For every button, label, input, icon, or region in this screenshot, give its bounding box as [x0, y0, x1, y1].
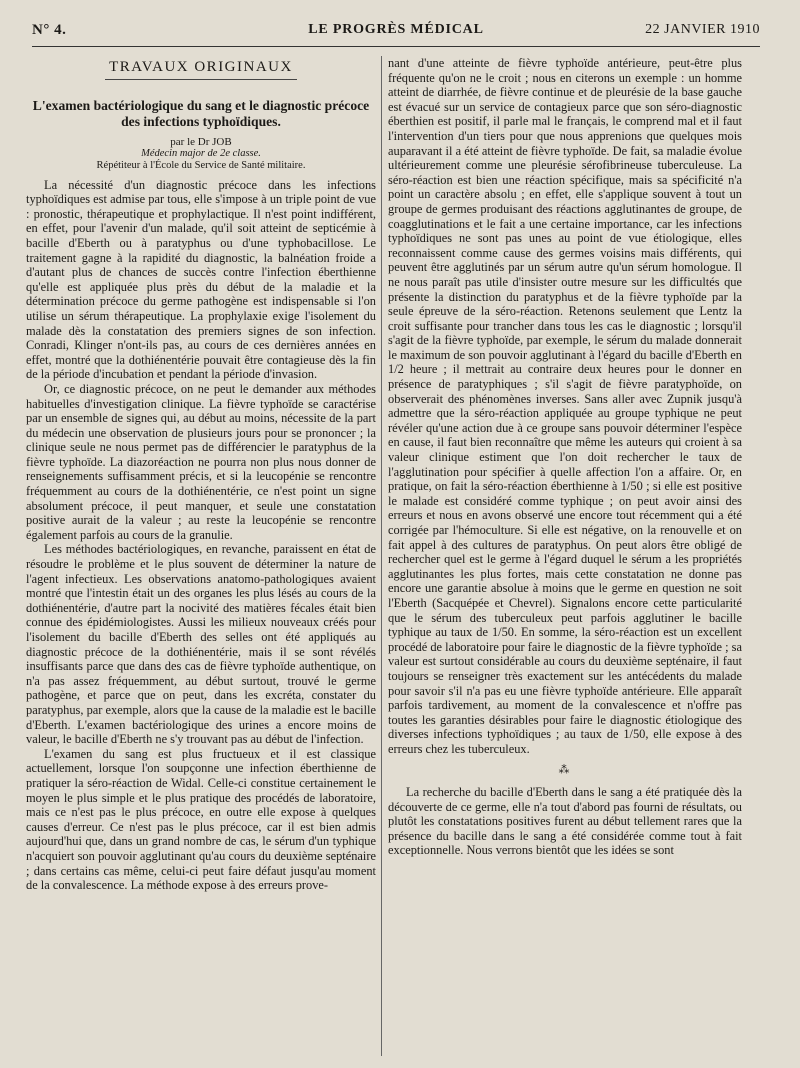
column-divider [381, 56, 382, 1056]
left-column [26, 56, 376, 1060]
paragraph: L'examen du sang est plus fructueux et il est classique actuellement, lorsque l'on soupçonne une infection éberthienne de pratiquer la séro-réaction de Widal. Celle-ci constitue certainement le moyen le plus simple et le plus pratique des procédés de laboratoire, mais ce n'est pas le plus précoce, en outre elle expose à quelques causes d'erreur. Ce n'est pas le plus précoce, car il est bien admis aujourd'hui que, dans un grand nombre de cas, le sérum d'un typhique n'acquiert son pouvoir agglutinant qu'au cours du deuxième septénaire ; dans certains cas même, celui-ci peut faire défaut jusqu'au moment de la convalescence. La méthode expose à des erreurs prove- [26, 746, 376, 893]
section-separator: ⁂ [558, 763, 572, 776]
paragraph: La nécessité d'un diagnostic précoce dans les infections typhoïdiques est admise par tous, elle s'impose à un triple point de vue : pronostic, thérapeutique et prophylactique. Il n'est point indifférent, en effet, pour l'avenir d'un malade, qu'il soit atteint de septicémie à bacille d'Eberth ou à paratyphus ou d'une typhobacillose. Le traitement gagne à la rapidité du diagnostic, la balnéation froide a d'autant plus de chances de succès contre l'infection éberthienne qu'elle est appliquée plus près du début de la maladie et la détermination précoce du germe pathogène est indispensable si l'on utilise un sérum thérapeutique. La prophylaxie exige l'isolement du malade dès la constatation des premiers signes de son infection. Conradi, Klinger n'ont-ils pas, au cours de ces dernières années en effet, montré que la dothiénentérie pouvait être contagieuse dès la fin de la période d'incubation et pendant la période d'invasion. [26, 177, 376, 382]
journal-title: LE PROGRÈS MÉDICAL [308, 22, 484, 37]
paragraph: La recherche du bacille d'Eberth dans le sang a été pratiquée dès la découverte de ce germe, elle n'a tout d'abord pas fourni de résultats, ou plutôt les constatations positives furent au début tellement rares que la présence du bacille dans le sang a été considérée comme tout à fait exceptionnelle. Nous verrons bientôt que les idées se sont [388, 785, 742, 858]
issue-date: 22 JANVIER 1910 [645, 22, 760, 37]
author-rank: Médecin major de 2e classe. [141, 147, 261, 159]
paragraph: Or, ce diagnostic précoce, on ne peut le demander aux méthodes habituelles d'investigation clinique. La fièvre typhoïde se caractérise par un ensemble de signes qui, au début au moins, nécessite de la part du médecin une observation de plusieurs jours pour se prononcer ; la clinique seule ne nous permet pas de différencier le paratyphus de la fièvre typhoïde. La diazoréaction ne pourra non plus nous donner de renseignements suffisamment précis, et si la leucopénie se rencontre fréquemment au cours de la dothiénentérie, ce n'est point un signe absolument précoce, il peut manquer, et seule une constatation positive aurait de la valeur ; au reste la leucopénie se rencontre également parfois au cours de la granulie. [26, 381, 376, 542]
page-header [32, 20, 760, 47]
issue-number: N° 4. [32, 22, 67, 38]
article-author: par le Dr JOB [170, 135, 232, 148]
section-heading: TRAVAUX ORIGINAUX [26, 60, 376, 94]
paragraph: Les méthodes bactériologiques, en revanche, paraissent en état de résoudre le problème et le plus souvent de déterminer la nature de l'agent infectieux. Les observations anatomo-pathologiques avaient montré que l'intestin était un des organes les plus lésés au cours de la dothiénentérie, d'autre part la nocivité des matières fécales était bien connue des épidémiologistes. Aussi les milieux nouveaux créés pour l'isolement du bacille d'Eberth des selles ont été appliqués au diagnostic précoce de la dothiénentérie, mais il se sont révélés insuffisants parce que dans des cas de fièvre typhoïde authentique, on n'a pas assez fréquemment, au début surtout, trouvé le germe pathogène, et parce que on peut, dans les excréta, constater du paratyphus, par exemple, alors que la cause de la maladie est le bacille d'Eberth. L'examen bactériologique des urines a encore moins de valeur, le bacille d'Eberth ne s'y trouvant pas au début de l'infection. [26, 542, 376, 747]
author-affiliation: Répétiteur à l'École du Service de Santé militaire. [96, 159, 306, 171]
article-title: L'examen bactériologique du sang et le diagnostic précoce des infections typhoïdiques. [32, 97, 370, 129]
right-column [388, 56, 742, 1060]
paragraph: nant d'une atteinte de fièvre typhoïde antérieure, peut-être plus fréquente qu'on ne le croit ; nous en citerons un exemple : un homme atteint de diarrhée, de fièvre continue et de pleurésie de la base gauche est évacué sur un service de contagieux parce que son séro-diagnostic éberthien est positif, il parle mal le français, le comprend mal et il faut l'intervention d'un tiers pour que nous apprenions que quelques mois auparavant il a été atteint de fièvre typhoïde. De fait, sa maladie évolue ultérieurement comme une pleurésie sérofibrineuse tuberculeuse. La séro-réaction est bien une réaction spécifique, mais sa spécificité n'a point un caractère absolu ; en effet, elle s'applique souvent à tout un groupe de germes produisant des réactions agglutinantes de groupe, de coagglutinations et le fait a une certaine importance, car les infections typhoïdiques ne sont pas unes au point de vue étiologique, elles reconnaissent comme cause des germes voisins mais différents, qui peuvent être agglutinés par un sérum autre qu'un sérum homologue. Il ne nous paraît pas utile d'insister outre mesure sur les difficultés que présente la distinction du paratyphus et de la fièvre typhoïde par la seule épreuve de la séro-réaction. Retenons seulement que Lentz la croit suffisante pour trancher dans tous les cas le diagnostic ; lorsqu'il s'agit de la fièvre typhoïde, par exemple, le sérum du malade donnerait le maximum de son pouvoir agglutinant à l'égard du bacille d'Eberth en 1/2 heure ; il mettrait au contraire deux heures pour le donner en présence de paratyphiques ; s'il s'agit de fièvre paratyphoïde, on observerait des phénomènes inverses. Sans aller avec Zupnik jusqu'à admettre que la séro-réaction appliquée au groupe typhique ne peut révéler qu'une action due à ce groupe sans pouvoir déterminer l'espèce en cause, il faut bien reconnaître que même les auteurs qui croient à sa valeur clinique estiment que l'on doit rechercher le taux de l'agglutination pour spécifier à quelle affection l'on a affaire. Or, en pratique, on fait la séro-réaction éberthienne à 1/50 ; si elle est positive le malade est considéré comme typhique ; on peut avoir ainsi des erreurs et nous en avons observé une encore tout récemment qui a été corrigée par l'hémoculture. Si elle est négative, on la renouvelle et on fait appel à des cultures de paratyphus. On peut alors être obligé de rechercher quel est le germe à l'égard duquel le sérum a les propriétés agglutinantes les plus fortes, mais cette constatation ne donne pas encore une garantie absolue à moins que le germe en question ne soit l'Eberth (Sacquépée et Chevrel). Signalons encore cette particularité que le sérum des tuberculeux peut parfois agglutiner le bacille typhique au taux de 1/50. En somme, la séro-réaction est un excellent procédé de laboratoire pour faire le diagnostic de la fièvre typhoïde ; sa valeur est surtout considérable au cours du deuxième septénaire, il faut toujours se renseigner très exactement sur les antécédents du malade pour savoir s'il n'a pas eu une fièvre typhoïde antérieure. Elle apparaît parfois tardivement, au moment de la convalescence et n'offre pas toutes les garanties désirables pour faire le diagnostic étiologique des diverses infections typhoïdiques ; au taux de 1/50, elle expose à des erreurs chez les tuberculeux. [388, 56, 742, 756]
